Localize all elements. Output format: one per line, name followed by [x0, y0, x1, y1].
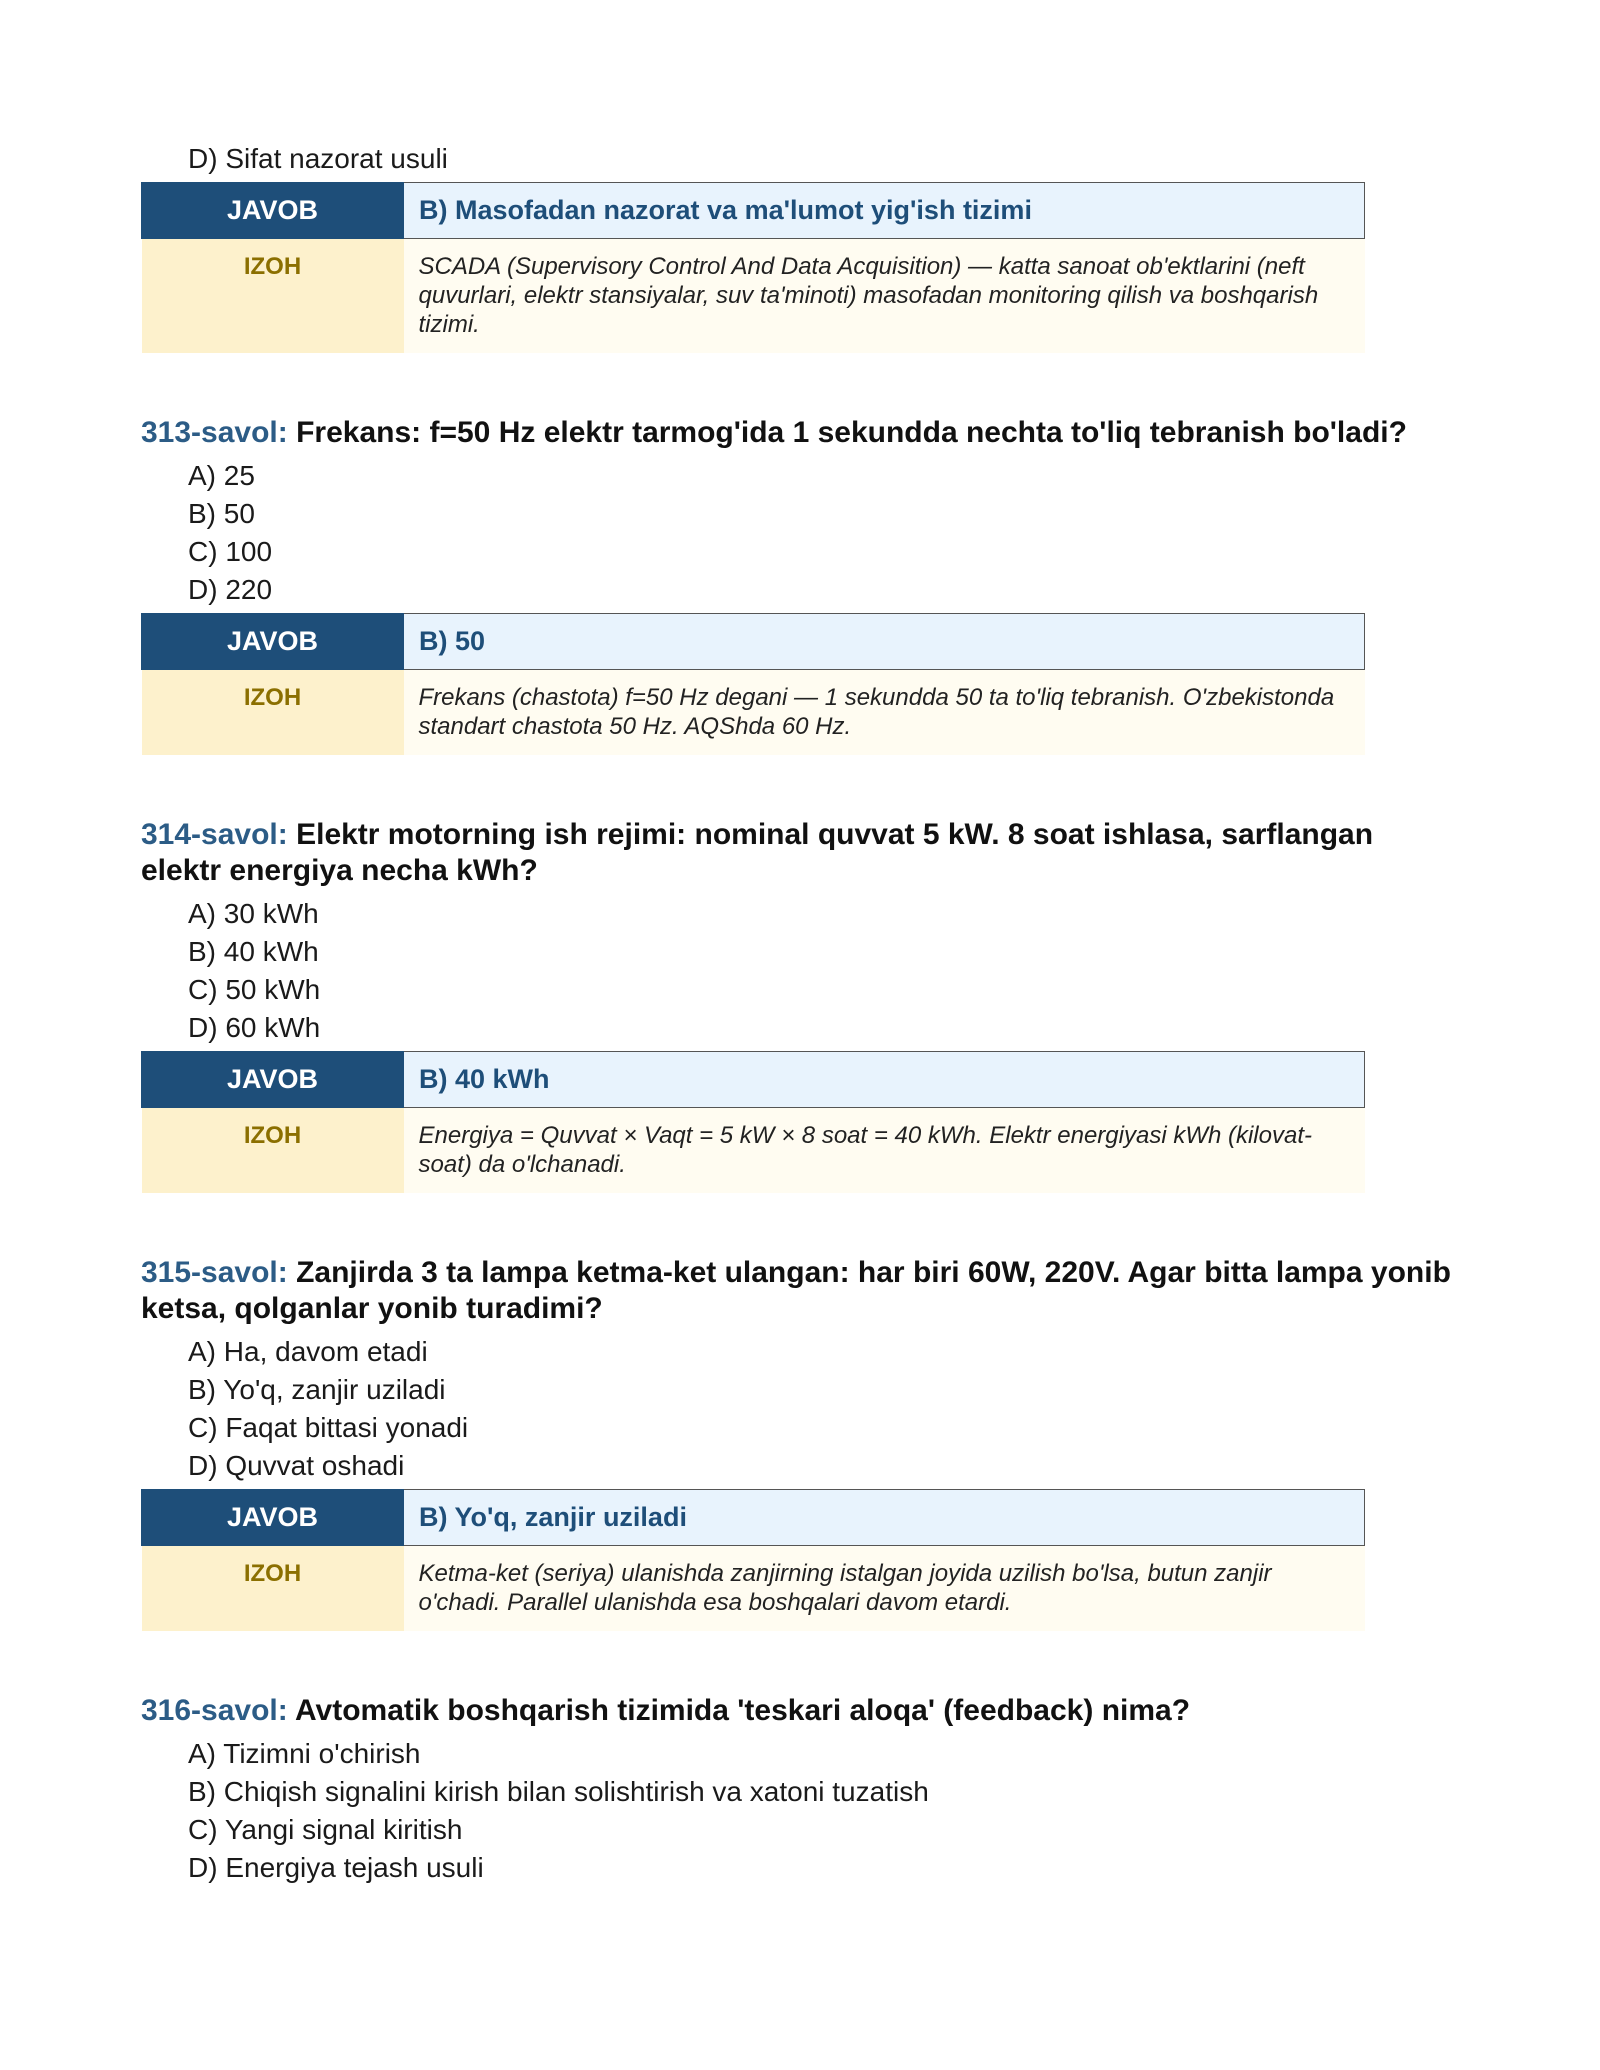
option-d: D) 220 — [188, 574, 273, 605]
izoh-label: IZOH — [142, 670, 404, 756]
answer-table — [141, 1051, 1365, 1193]
option-d: D) 60 kWh — [188, 1012, 321, 1043]
answer-table — [141, 182, 1365, 353]
question-number: 316-savol: — [141, 1694, 288, 1727]
option-d: D) Energiya tejash usuli — [188, 1852, 484, 1883]
izoh-label: IZOH — [142, 1546, 404, 1632]
question-heading — [141, 817, 1461, 889]
izoh-label: IZOH — [142, 239, 404, 354]
question-number: 313-savol: — [141, 416, 288, 449]
izoh-label: IZOH — [142, 1108, 404, 1194]
izoh-text: Frekans (chastota) f=50 Hz degani — 1 sekundda 50 ta to'liq tebranish. O'zbekistonda standart chastota 50 Hz. AQShda 60 Hz. — [404, 670, 1365, 756]
javob-label: JAVOB — [142, 183, 404, 239]
question-heading — [141, 1693, 1461, 1729]
option-d: D) Quvvat oshadi — [188, 1450, 405, 1481]
izoh-text: Ketma-ket (seriya) ulanishda zanjirning istalgan joyida uzilish bo'lsa, butun zanjir o'chadi. Parallel ulanishda esa boshqalari davom etardi. — [404, 1546, 1365, 1632]
question-text: Elektr motorning ish rejimi: nominal quvvat 5 kW. 8 soat ishlasa, sarflangan elektr energiya necha kWh? — [141, 818, 1374, 887]
javob-value: B) 40 kWh — [404, 1052, 1365, 1108]
question-number: 315-savol: — [141, 1256, 288, 1289]
option-c: C) Faqat bittasi yonadi — [188, 1412, 469, 1443]
answer-table — [141, 613, 1365, 755]
javob-label: JAVOB — [142, 1052, 404, 1108]
javob-label: JAVOB — [142, 614, 404, 670]
option-a: A) Tizimni o'chirish — [188, 1738, 421, 1769]
option-a: A) 25 — [188, 460, 255, 491]
option-b: B) Chiqish signalini kirish bilan solishtirish va xatoni tuzatish — [188, 1776, 929, 1807]
javob-value: B) Yo'q, zanjir uziladi — [404, 1490, 1365, 1546]
page-content — [141, 140, 1461, 1887]
javob-value: B) 50 — [404, 614, 1365, 670]
option-b: B) 40 kWh — [188, 936, 319, 967]
option-c: C) 100 — [188, 536, 273, 567]
izoh-text: SCADA (Supervisory Control And Data Acquisition) — katta sanoat ob'ektlarini (neft quvurlari, elektr stansiyalar, suv ta'minoti) masofadan monitoring qilish va boshqarish tizimi. — [404, 239, 1365, 354]
javob-value: B) Masofadan nazorat va ma'lumot yig'ish tizimi — [404, 183, 1365, 239]
option-a: A) 30 kWh — [188, 898, 319, 929]
option-c: C) 50 kWh — [188, 974, 321, 1005]
option-d: D) Sifat nazorat usuli — [188, 143, 448, 174]
question-heading — [141, 415, 1461, 451]
option-b: B) Yo'q, zanjir uziladi — [188, 1374, 446, 1405]
izoh-text: Energiya = Quvvat × Vaqt = 5 kW × 8 soat = 40 kWh. Elektr energiyasi kWh (kilovat-soat) da o'lchanadi. — [404, 1108, 1365, 1194]
answer-table — [141, 1489, 1365, 1631]
question-number: 314-savol: — [141, 818, 288, 851]
option-b: B) 50 — [188, 498, 255, 529]
question-text: Zanjirda 3 ta lampa ketma-ket ulangan: har biri 60W, 220V. Agar bitta lampa yonib ketsa, qolganlar yonib turadimi? — [141, 1256, 1451, 1325]
question-text: Avtomatik boshqarish tizimida 'teskari aloqa' (feedback) nima? — [294, 1694, 1191, 1727]
javob-label: JAVOB — [142, 1490, 404, 1546]
question-heading — [141, 1255, 1461, 1327]
option-a: A) Ha, davom etadi — [188, 1336, 428, 1367]
option-c: C) Yangi signal kiritish — [188, 1814, 463, 1845]
question-text: Frekans: f=50 Hz elektr tarmog'ida 1 sekundda nechta to'liq tebranish bo'ladi? — [296, 416, 1407, 449]
